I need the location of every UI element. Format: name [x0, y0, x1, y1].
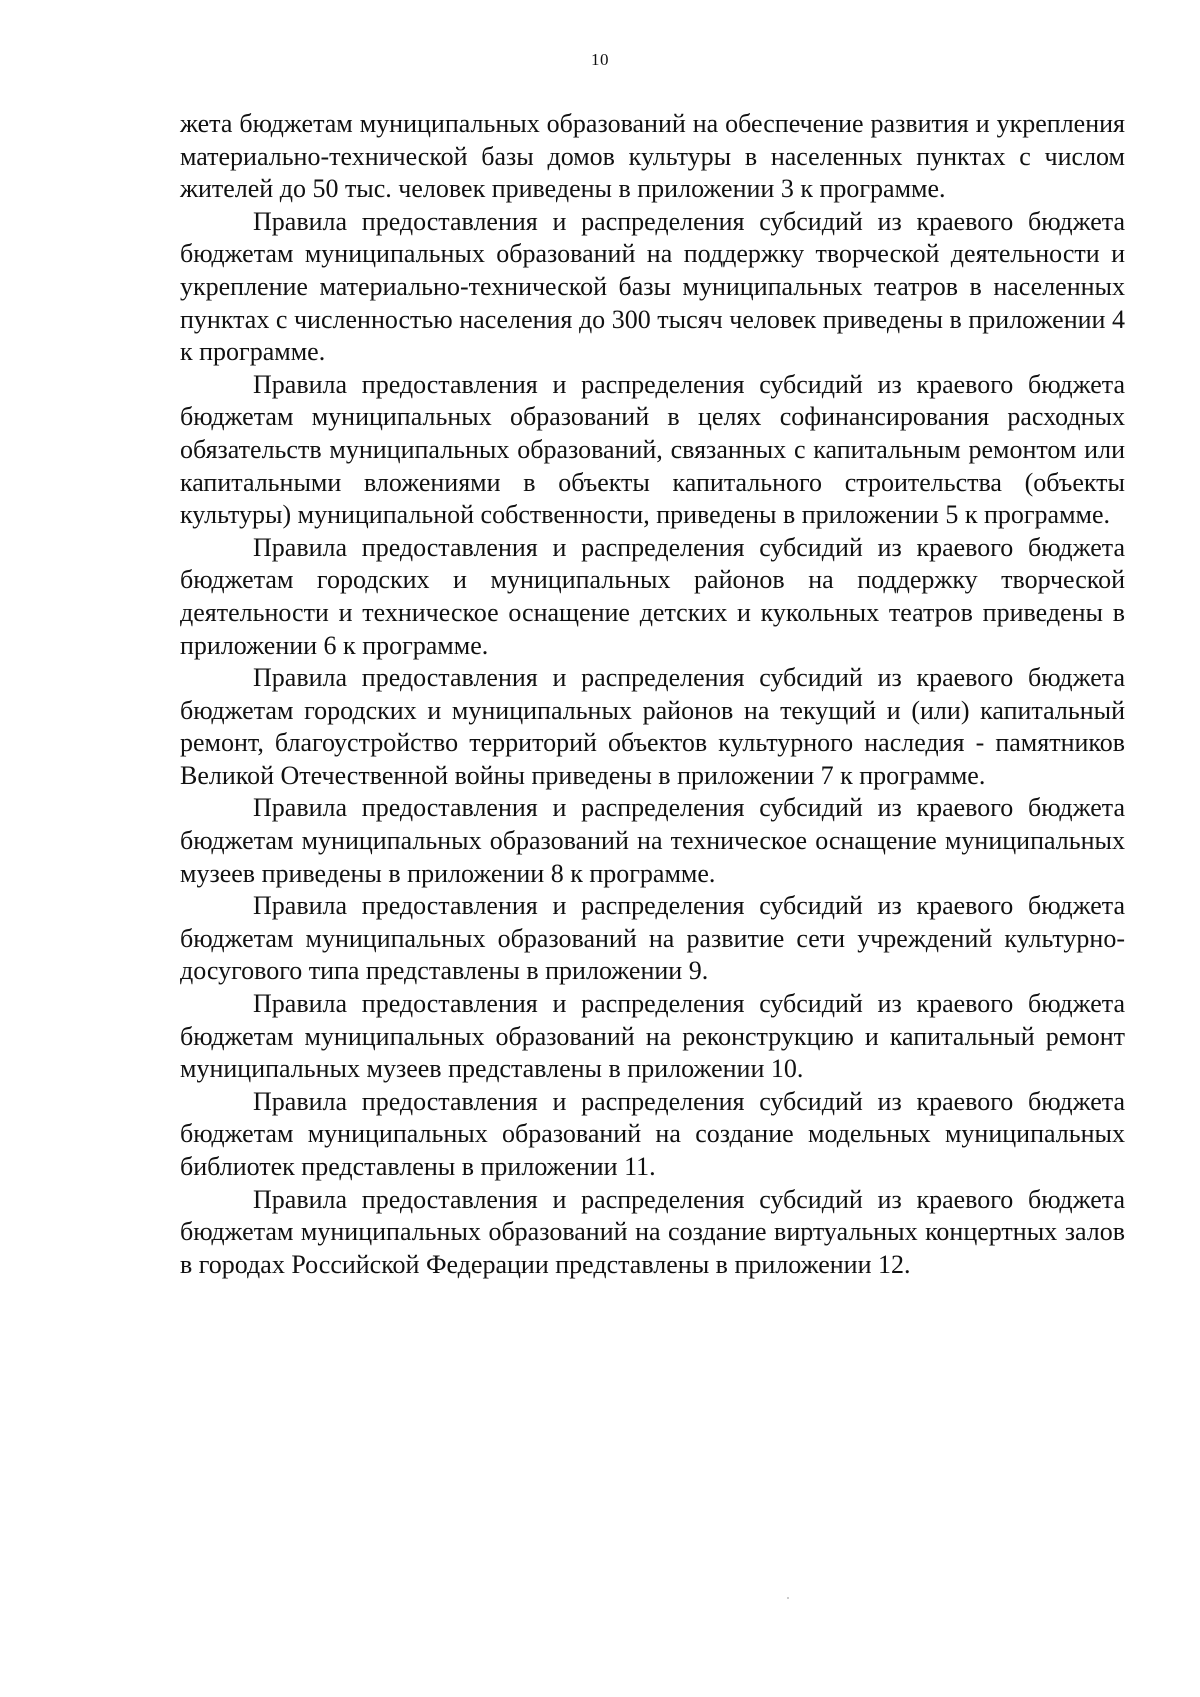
- paragraph-appendix-9: Правила предоставления и распределения субсидий из краевого бюджета бюджетам муниципальных образований на развитие сети учреждений культурно-досугового типа представлены в приложении 9.: [180, 891, 1125, 986]
- scan-artifact: [787, 1597, 789, 1599]
- page-number: 10: [591, 50, 609, 69]
- document-body: [180, 108, 1125, 1281]
- paragraph-appendix-12: Правила предоставления и распределения субсидий из краевого бюджета бюджетам муниципальных образований на создание виртуальных концертных залов в городах Российской Федерации представлены в приложении 12.: [180, 1184, 1125, 1279]
- paragraph-appendix-5: Правила предоставления и распределения субсидий из краевого бюджета бюджетам муниципальных образований в целях софинансирования расходных обязательств муниципальных образований, связанных с капитальным ремонтом или капитальными вложениями в объекты капитального строительства (объекты культуры) муниципальной собственности, приведены в приложении 5 к программе.: [180, 369, 1125, 530]
- paragraph-appendix-4: Правила предоставления и распределения субсидий из краевого бюджета бюджетам муниципальных образований на поддержку творческой деятельности и укрепление материально-технической базы муниципальных театров в населенных пунктах с численностью населения до 300 тысяч человек приведены в приложении 4 к программе.: [180, 206, 1125, 367]
- paragraph-appendix-10: Правила предоставления и распределения субсидий из краевого бюджета бюджетам муниципальных образований на реконструкцию и капитальный ремонт муниципальных музеев представлены в приложении 10.: [180, 989, 1125, 1084]
- paragraph-appendix-11: Правила предоставления и распределения субсидий из краевого бюджета бюджетам муниципальных образований на создание модельных муниципальных библиотек представлены в приложении 11.: [180, 1086, 1125, 1181]
- paragraph-appendix-6: Правила предоставления и распределения субсидий из краевого бюджета бюджетам городских и муниципальных районов на поддержку творческой деятельности и техническое оснащение детских и кукольных театров приведены в приложении 6 к программе.: [180, 532, 1125, 660]
- paragraph-continuation: жета бюджетам муниципальных образований на обеспечение развития и укрепления материально-технической базы домов культуры в населенных пунктах с числом жителей до 50 тыс. человек приведены в приложении 3 к программе.: [180, 109, 1125, 204]
- paragraph-appendix-8: Правила предоставления и распределения субсидий из краевого бюджета бюджетам муниципальных образований на техническое оснащение муниципальных музеев приведены в приложении 8 к программе.: [180, 793, 1125, 888]
- paragraph-appendix-7: Правила предоставления и распределения субсидий из краевого бюджета бюджетам городских и муниципальных районов на текущий и (или) капитальный ремонт, благоустройство территорий объектов культурного наследия - памятников Великой Отечественной войны приведены в приложении 7 к программе.: [180, 663, 1125, 790]
